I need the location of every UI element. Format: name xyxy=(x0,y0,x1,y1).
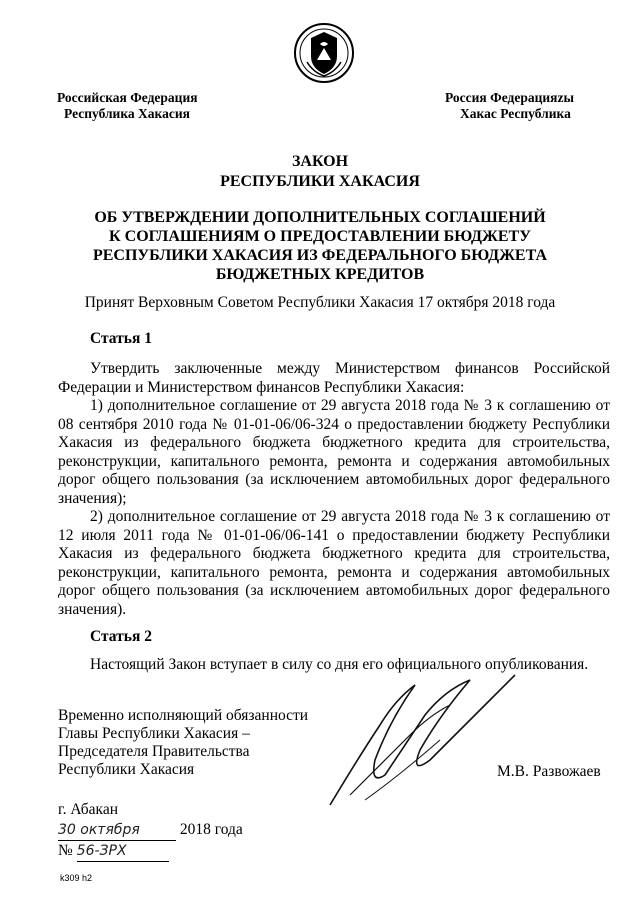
article2-paragraph1: Настоящий Закон вступает в силу со дня его официального опубликования. xyxy=(90,656,589,673)
date-line xyxy=(58,820,243,841)
law-subtitle-line2: К СОГЛАШЕНИЯМ О ПРЕДОСТАВЛЕНИИ БЮДЖЕТУ xyxy=(109,228,531,245)
date-underline xyxy=(58,820,176,841)
article1-paragraph2: 1) дополнительное соглашение от 29 августа 2018 года № 3 к соглашению от 08 сентября 2010 года № 01-01-06/06-324 о предоставлении бюджету Республики Хакасия из федерального бюджета бюджетного кредита для строительства, реконструкции, капитального ремонта, ремонта и содержания автомобильных дорог общего пользования (за исключением автомобильных дорог федерального значения); xyxy=(58,397,610,507)
handwritten-number: 56-ЗРХ xyxy=(76,843,127,859)
handwritten-date: 30 октября xyxy=(58,822,140,838)
article1-paragraph1: Утвердить заключенные между Министерством финансов Российской Федерации и Министерством финансов Республики Хакасия: xyxy=(58,360,610,396)
header-left-line1: Российская Федерация xyxy=(57,90,198,105)
article1-paragraph3: 2) дополнительное соглашение от 29 августа 2018 года № 3 к соглашению от 12 июля 2011 года № 01-01-06/06-141 о предоставлении бюджету Республики Хакасия из федерального бюджета бюджетного кредита для строительства, реконструкции, капитального ремонта, ремонта и содержания автомобильных дорог общего пользования (за исключением автомобильных дорог федерального значения). xyxy=(58,508,610,618)
signatory-title xyxy=(58,707,308,779)
place-date-number xyxy=(58,800,243,862)
article1-heading: Статья 1 xyxy=(90,330,152,347)
signatory-line4: Республики Хакасия xyxy=(58,761,195,778)
handwritten-signature xyxy=(320,665,520,815)
article2-heading: Статья 2 xyxy=(90,628,152,645)
law-subtitle-line1: ОБ УТВЕРЖДЕНИИ ДОПОЛНИТЕЛЬНЫХ СОГЛАШЕНИЙ xyxy=(94,209,546,226)
number-line xyxy=(58,841,243,862)
signatory-name: М.В. Развожаев xyxy=(497,763,601,780)
number-underline xyxy=(77,841,169,862)
header-right-line1: Россия Федерацияzы xyxy=(445,90,574,105)
law-subtitle-line4: БЮДЖЕТНЫХ КРЕДИТОВ xyxy=(215,266,425,283)
city: г. Абакан xyxy=(58,801,119,818)
header-left xyxy=(57,90,198,122)
signatory-line3: Председателя Правительства xyxy=(58,743,250,760)
law-title-line1: ЗАКОН xyxy=(291,153,349,170)
adopted-statement: Принят Верховным Советом Республики Хакасия 17 октября 2018 года xyxy=(84,294,556,311)
law-title-line2: РЕСПУБЛИКИ ХАКАСИЯ xyxy=(220,173,420,190)
date-year: 2018 года xyxy=(179,821,243,838)
header-right xyxy=(445,90,574,122)
number-prefix: № xyxy=(58,842,73,859)
header-right-line2: Хакас Республика xyxy=(460,106,571,121)
law-subtitle-line3: РЕСПУБЛИКИ ХАКАСИЯ ИЗ ФЕДЕРАЛЬНОГО БЮДЖЕТА xyxy=(92,247,547,264)
law-subtitle xyxy=(0,208,640,284)
document-code: k309 h2 xyxy=(60,873,93,883)
signatory-line2: Главы Республики Хакасия – xyxy=(58,725,250,742)
header-left-line2: Республика Хакасия xyxy=(64,106,190,121)
signatory-line1: Временно исполняющий обязанности xyxy=(58,707,309,724)
coat-of-arms-emblem xyxy=(293,22,355,84)
law-title xyxy=(0,152,640,192)
article1-body xyxy=(58,360,610,619)
